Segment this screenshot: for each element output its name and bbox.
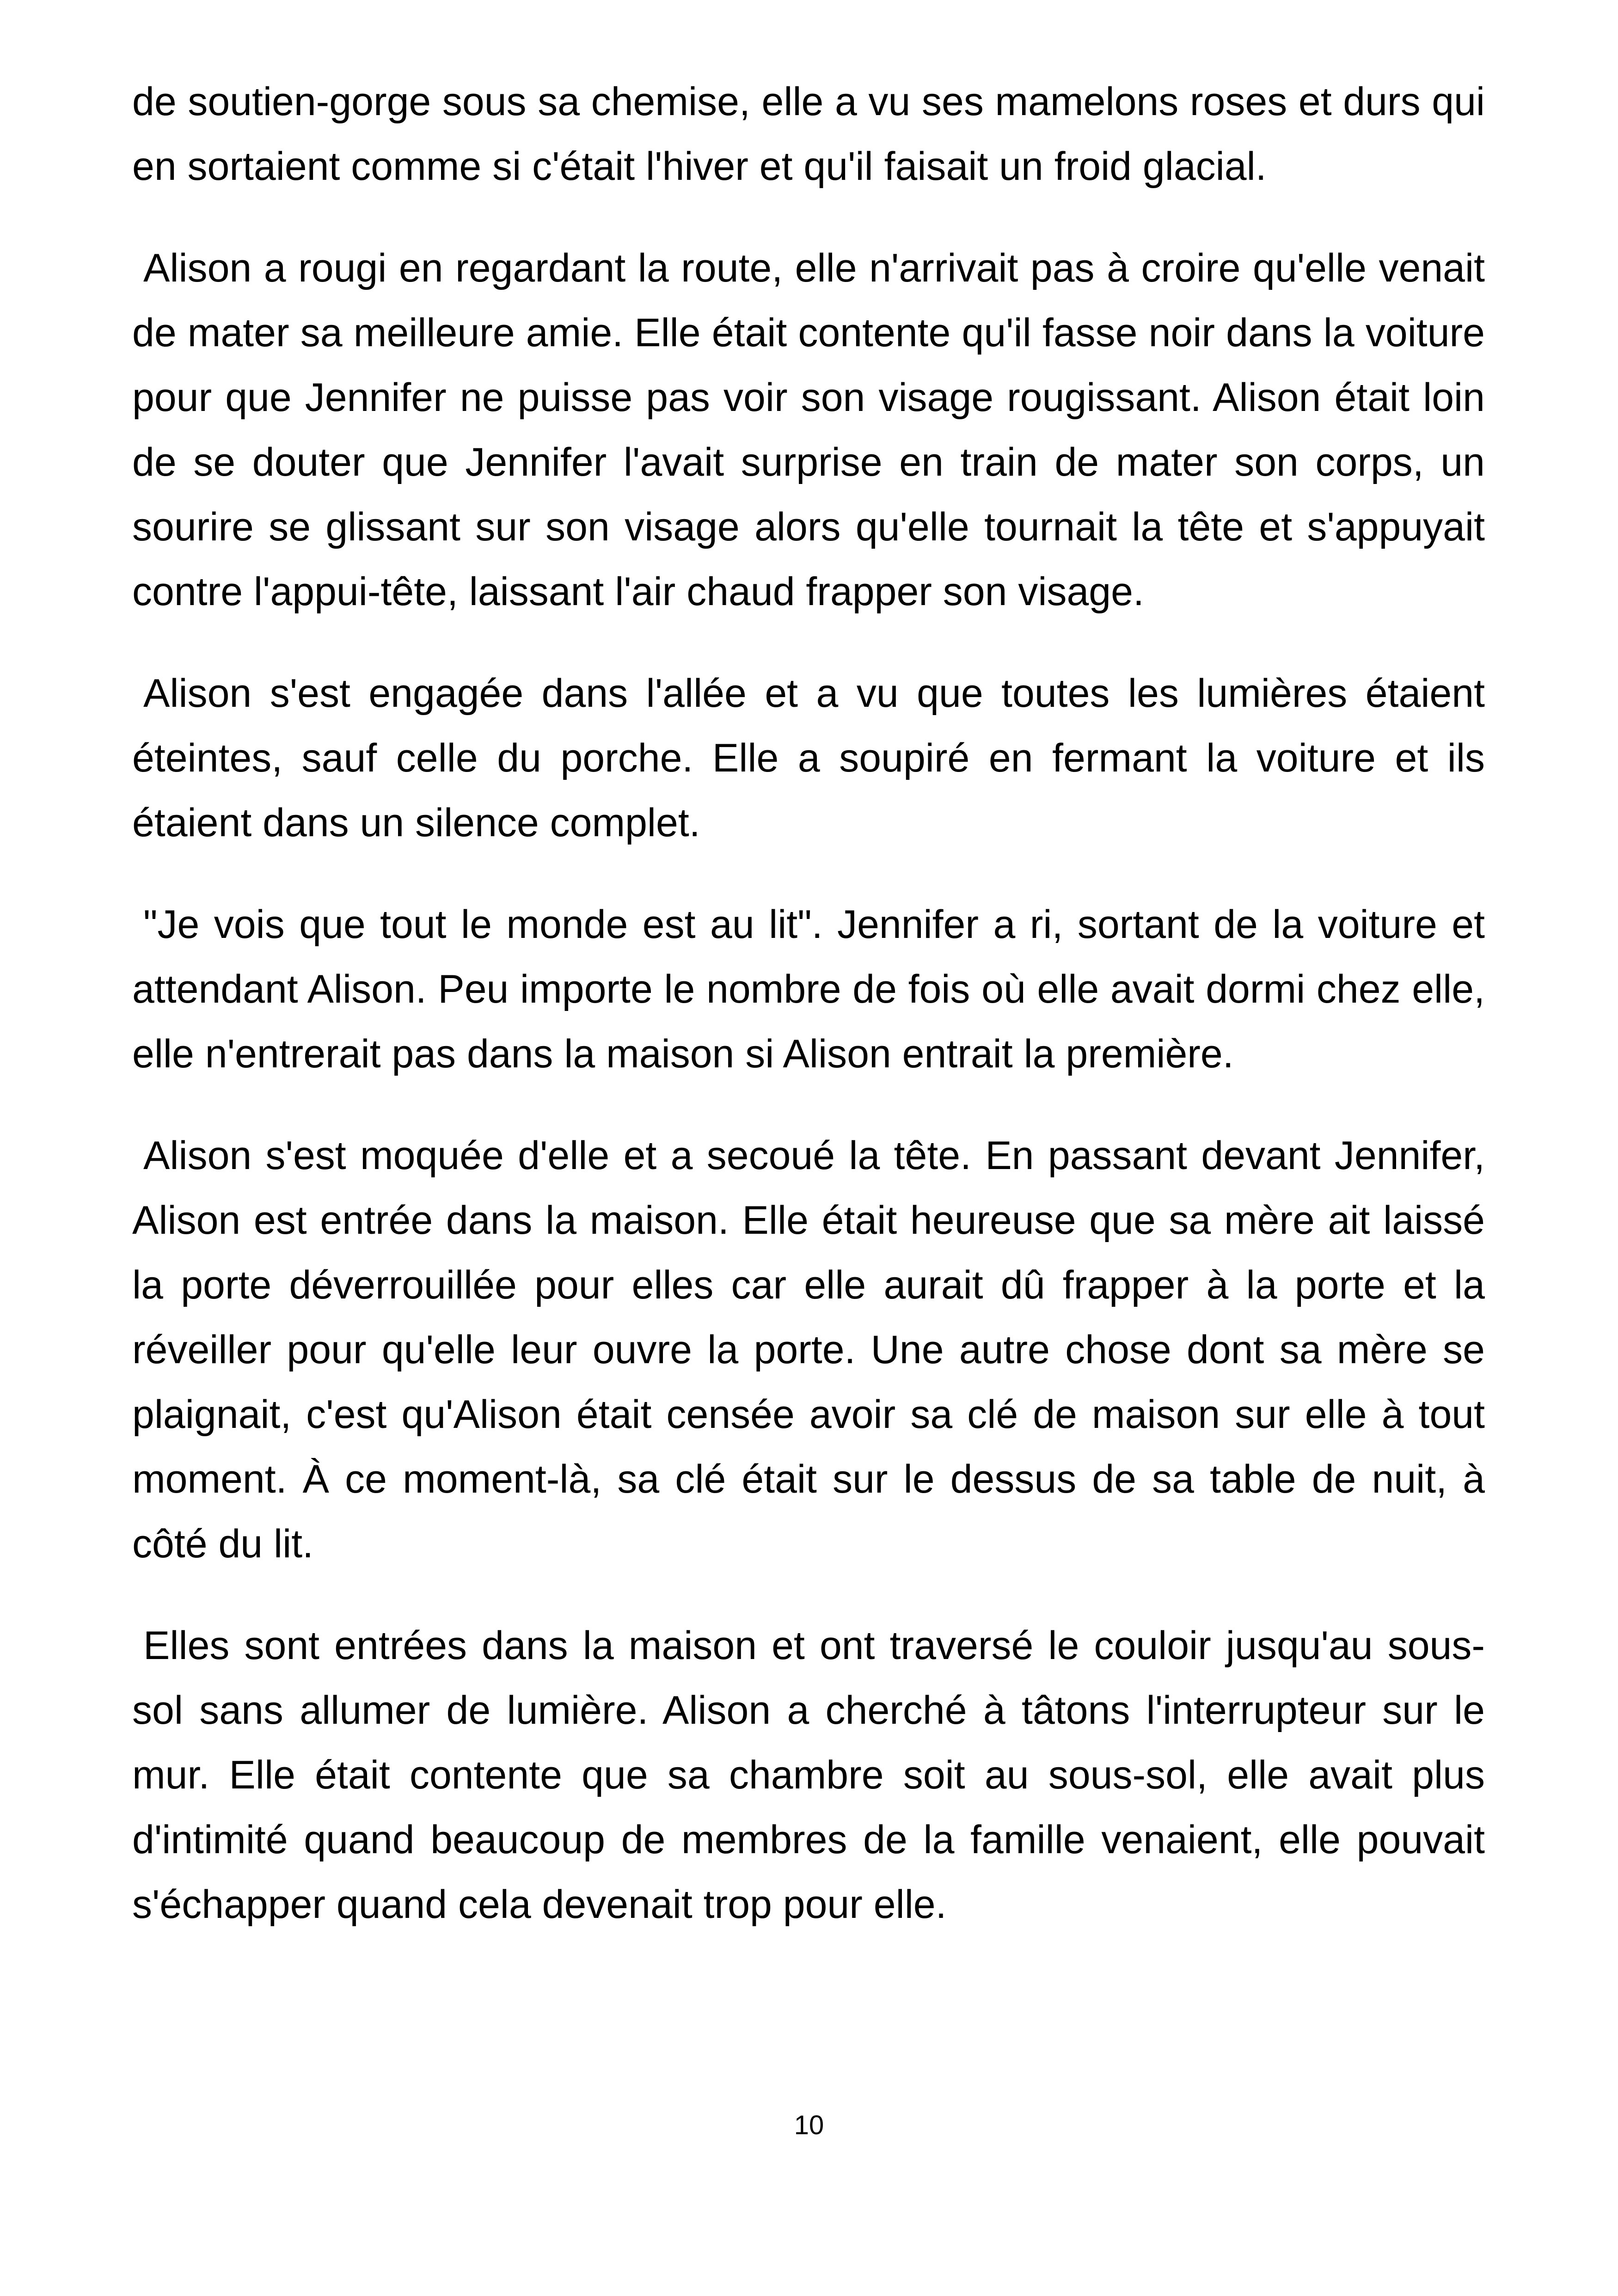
paragraph-3: Alison s'est engagée dans l'allée et a vu que toutes les lumières étaient éteintes, sauf celle du porche. Elle a soupiré en fermant la voiture et ils étaient dans un silence complet.	[132, 671, 1485, 845]
paragraph-4: "Je vois que tout le monde est au lit". Jennifer a ri, sortant de la voiture et attendant Alison. Peu importe le nombre de fois où elle avait dormi chez elle, elle n'entrerait pas dans la maison si Alison entrait la première.	[132, 902, 1485, 1076]
paragraph-5: Alison s'est moquée d'elle et a secoué la tête. En passant devant Jennifer, Alison est entrée dans la maison. Elle était heureuse que sa mère ait laissé la porte déverrouillée pour elles car elle aurait dû frapper à la porte et la réveiller pour qu'elle leur ouvre la porte. Une autre chose dont sa mère se plaignait, c'est qu'Alison était censée avoir sa clé de maison sur elle à tout moment. À ce moment-là, sa clé était sur le dessus de sa table de nuit, à côté du lit.	[132, 1133, 1485, 1566]
page-number: 10	[794, 2110, 824, 2140]
document-body	[132, 69, 1485, 1974]
paragraph-1: de soutien-gorge sous sa chemise, elle a vu ses mamelons roses et durs qui en sortaient comme si c'était l'hiver et qu'il faisait un froid glacial.	[132, 80, 1485, 189]
paragraph-2: Alison a rougi en regardant la route, elle n'arrivait pas à croire qu'elle venait de mater sa meilleure amie. Elle était contente qu'il fasse noir dans la voiture pour que Jennifer ne puisse pas voir son visage rougissant. Alison était loin de se douter que Jennifer l'avait surprise en train de mater son corps, un sourire se glissant sur son visage alors qu'elle tournait la tête et s'appuyait contre l'appui-tête, laissant l'air chaud frapper son visage.	[132, 246, 1485, 614]
paragraph-6: Elles sont entrées dans la maison et ont traversé le couloir jusqu'au sous-sol sans allumer de lumière. Alison a cherché à tâtons l'interrupteur sur le mur. Elle était contente que sa chambre soit au sous-sol, elle avait plus d'intimité quand beaucoup de membres de la famille venaient, elle pouvait s'échapper quand cela devenait trop pour elle.	[132, 1623, 1485, 1927]
